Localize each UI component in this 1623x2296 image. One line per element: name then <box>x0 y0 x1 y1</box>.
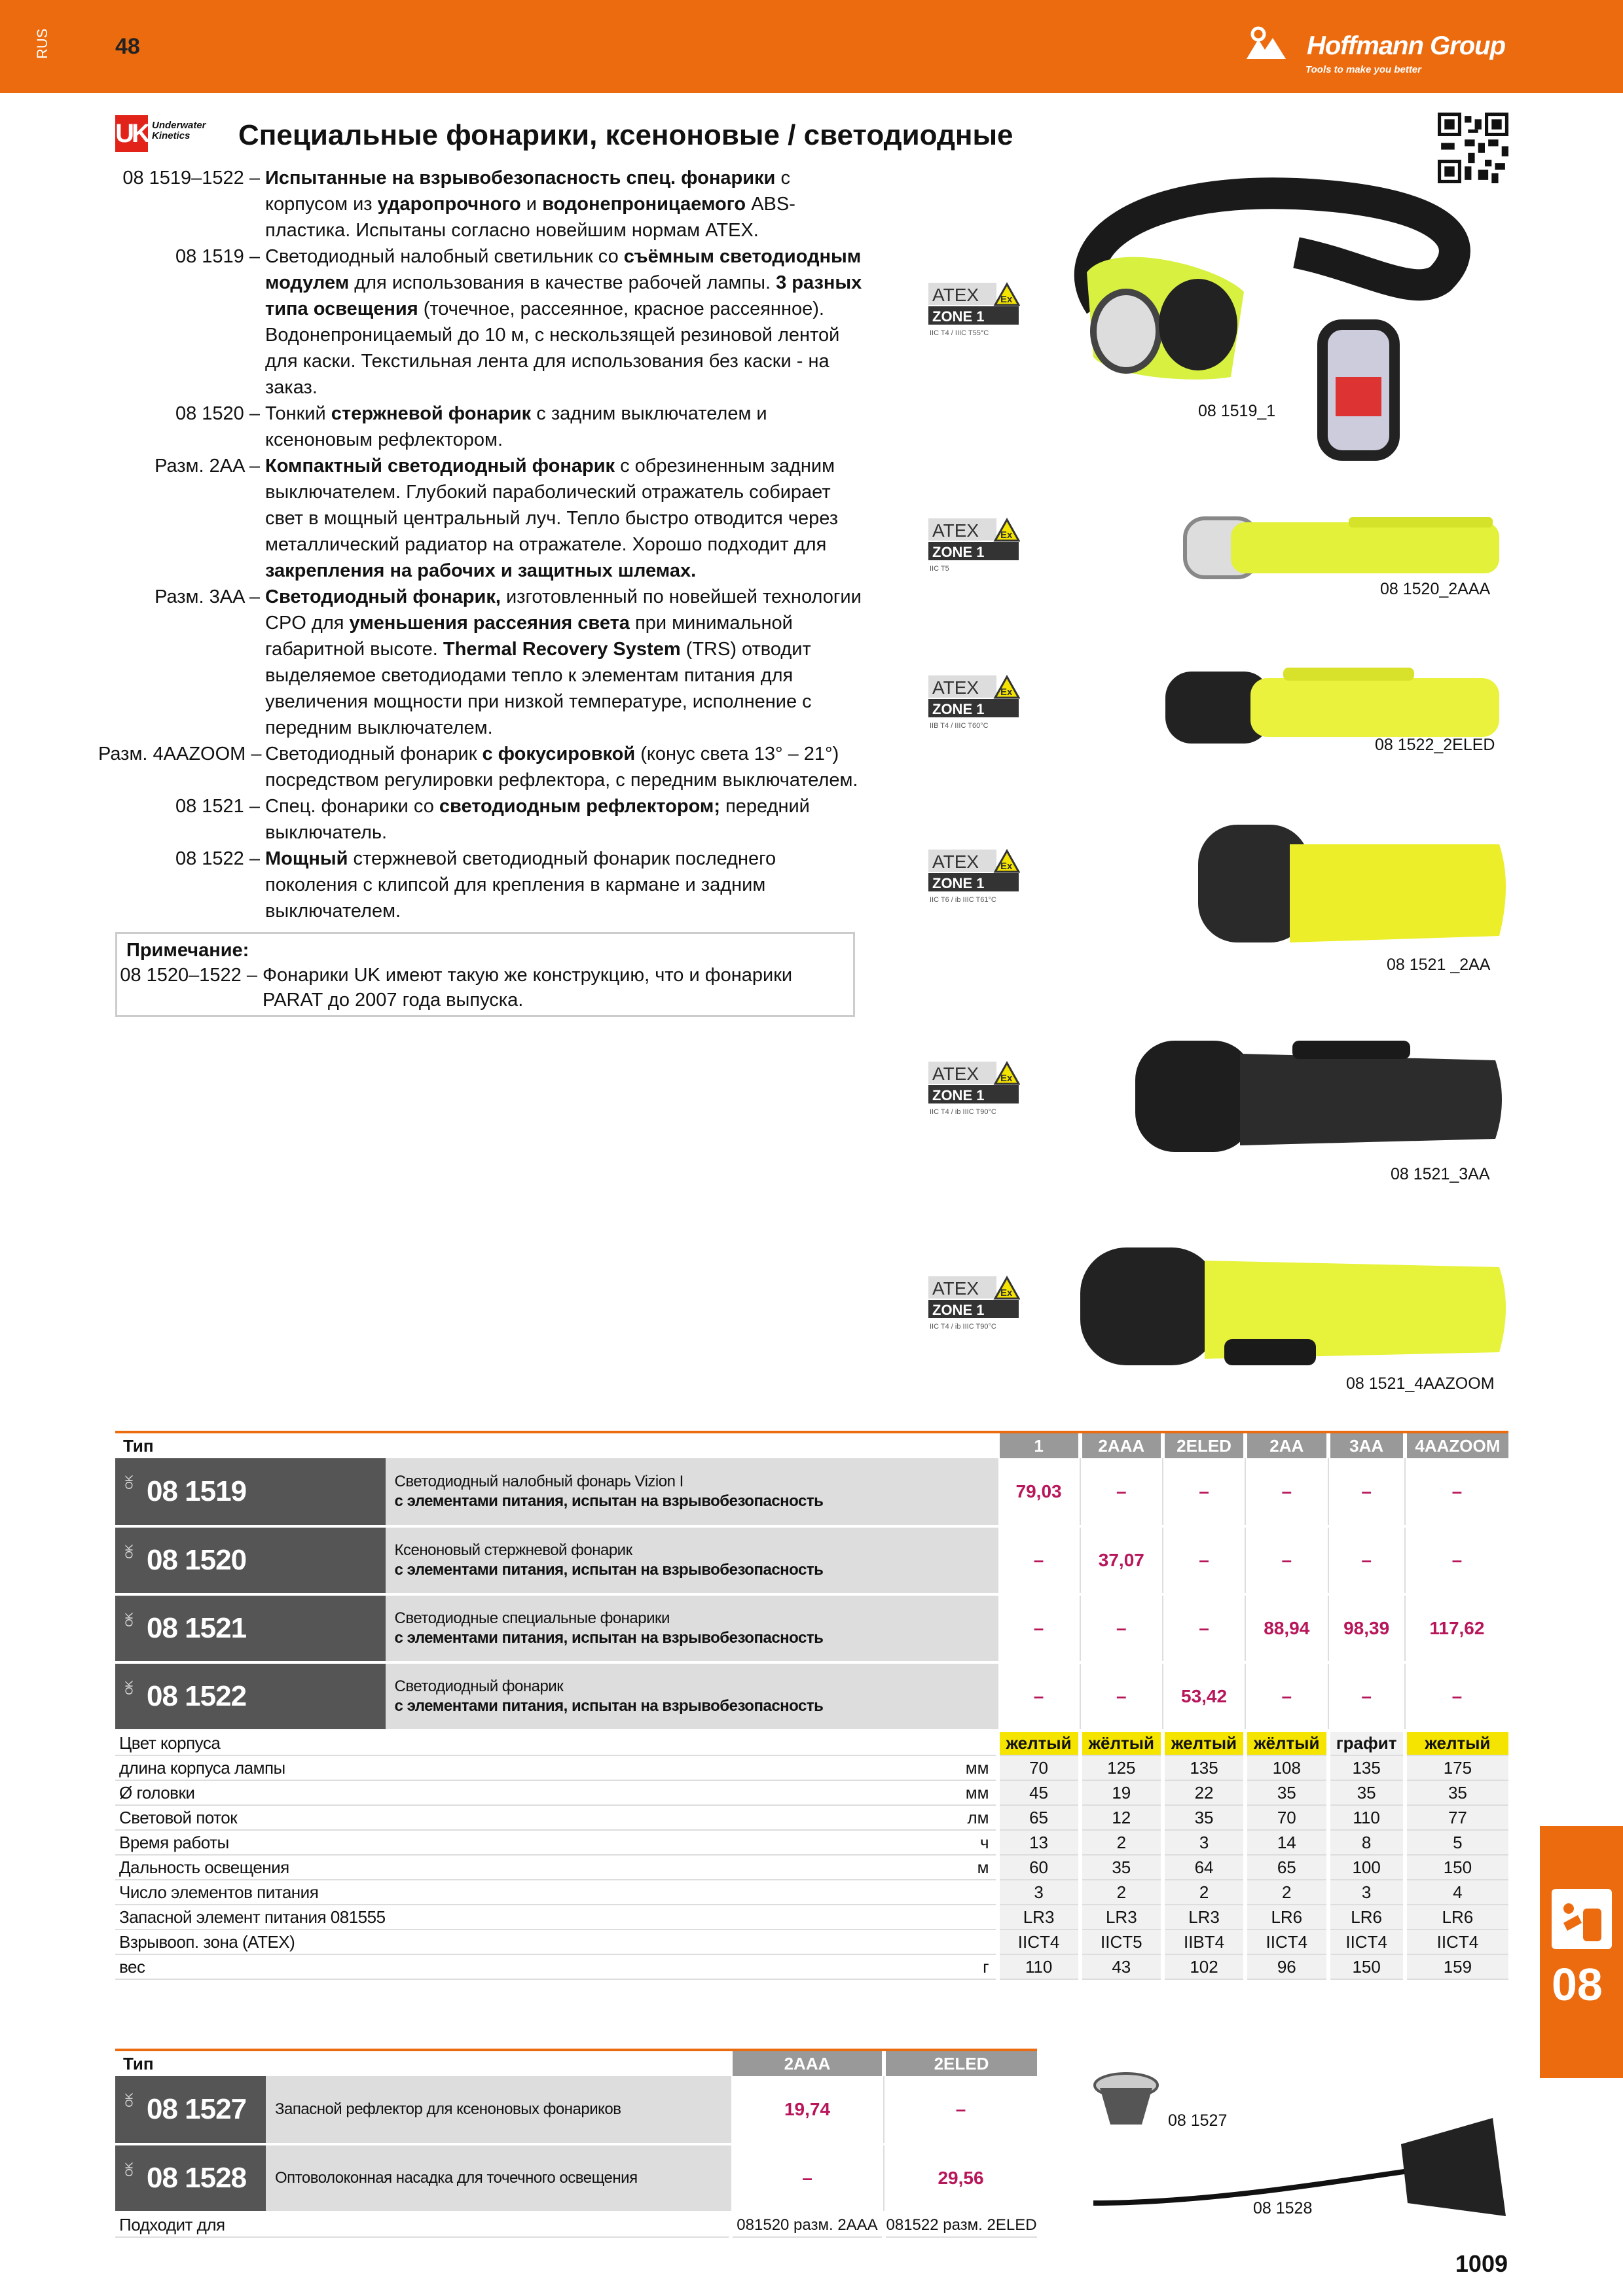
note-title: Примечание: <box>126 940 249 961</box>
description-text: Компактный светодиодный фонарик с обрезиненным задним выключателем. Глубокий параболический отражатель собирает свет в мощный центральный луч. Тепло быстро отводится через металлический радиатор на отражателе. Хорошо подходит для закрепления на рабочих и защитных шлемах. <box>265 456 839 581</box>
acc-product-row <box>115 2076 1037 2144</box>
acc-price-cell: – <box>731 2144 884 2212</box>
spec-row <box>115 1830 1508 1855</box>
atex-text: ATEX <box>932 677 979 698</box>
caption-081521-3aa: 08 1521_3AA <box>1391 1165 1490 1183</box>
product-name: Светодиодный налобный фонарь Vizion I <box>394 1473 684 1490</box>
spec-value: 125 <box>1080 1755 1163 1780</box>
ex-text: Ex <box>1000 687 1013 698</box>
type-label: Тип <box>123 1435 154 1456</box>
spec-value: 35 <box>1328 1780 1405 1805</box>
description-key: Разм. 4AAZOOM – <box>98 744 262 764</box>
brand-tagline: Tools to make you better <box>1305 64 1421 75</box>
spec-value: жёлтый <box>1080 1731 1163 1755</box>
ex-text: Ex <box>1000 529 1013 541</box>
page-number: 48 <box>115 34 140 59</box>
spec-value: 159 <box>1405 1954 1508 1979</box>
ok-label: OK <box>124 1613 136 1627</box>
price-cell: – <box>1163 1458 1245 1526</box>
spec-row <box>115 1731 1508 1755</box>
spec-value: графит <box>1328 1731 1405 1755</box>
zone-text: ZONE 1 <box>932 1087 985 1103</box>
caption-081522: 08 1522_2ELED <box>1375 736 1495 754</box>
uk-logo-mark: UK <box>115 115 148 152</box>
product-subtitle: с элементами питания, испытан на взрывобезопасность <box>394 1697 824 1715</box>
ok-label: OK <box>124 2162 136 2177</box>
article-number-cell <box>115 1458 386 1526</box>
spec-value: 12 <box>1080 1805 1163 1830</box>
spec-value: 19 <box>1080 1780 1163 1805</box>
spec-value: 13 <box>998 1830 1080 1855</box>
acc-price-cell: 19,74 <box>731 2076 884 2144</box>
spec-value: IICT4 <box>1328 1929 1405 1954</box>
atex-text: ATEX <box>932 1064 979 1084</box>
atex-text: ATEX <box>932 1278 979 1299</box>
description-row <box>98 846 871 924</box>
price-cell: – <box>1163 1594 1245 1662</box>
product-description <box>98 165 871 924</box>
spec-value: 108 <box>1245 1755 1328 1780</box>
type-header: 2AAA <box>1080 1433 1163 1458</box>
page-title: Специальные фонарики, ксеноновые / светодиодные <box>238 119 1013 151</box>
price-cell: – <box>1245 1526 1328 1594</box>
flashlight-section-icon <box>1552 1889 1612 1949</box>
spec-value: 135 <box>1163 1755 1245 1780</box>
price-cell: 79,03 <box>998 1458 1080 1526</box>
price-cell: – <box>1328 1526 1405 1594</box>
product-name: Светодиодный фонарик <box>394 1677 564 1695</box>
fits-value: 081520 разм. 2AAA <box>731 2212 884 2237</box>
note-row <box>120 963 844 1013</box>
spec-label: вес <box>115 1954 386 1979</box>
spec-unit <box>386 1731 998 1755</box>
type-header: 4AAZOOM <box>1405 1433 1508 1458</box>
spec-value: 2 <box>1080 1880 1163 1905</box>
spec-value: LR3 <box>998 1905 1080 1929</box>
acc-type-header: 2AAA <box>731 2051 884 2076</box>
spec-value: LR3 <box>1080 1905 1163 1929</box>
spec-value: 3 <box>1328 1880 1405 1905</box>
spec-label: Световой поток <box>115 1805 386 1830</box>
product-row <box>115 1458 1508 1526</box>
fits-row <box>115 2212 1037 2237</box>
type-header: 3AA <box>1328 1433 1405 1458</box>
headlamp-image <box>1021 168 1545 482</box>
price-cell: – <box>1245 1662 1328 1731</box>
flashlight-3aa-image <box>1129 1034 1515 1158</box>
price-cell: – <box>998 1594 1080 1662</box>
acc-article-cell <box>115 2076 266 2144</box>
atex-code: IIC T4 / ib IIIC T90°C <box>930 1108 996 1116</box>
spec-label: Взрывооп. зона (ATEX) <box>115 1929 386 1954</box>
spec-value: 65 <box>998 1805 1080 1830</box>
zone-text: ZONE 1 <box>932 1302 985 1318</box>
spec-unit: мм <box>386 1755 998 1780</box>
atex-badge <box>927 517 1020 573</box>
product-subtitle: с элементами питания, испытан на взрывобезопасность <box>394 1561 824 1579</box>
zone-text: ZONE 1 <box>932 875 985 891</box>
spec-value: 100 <box>1328 1855 1405 1880</box>
section-number: 08 <box>1552 1959 1603 2010</box>
spec-value: 22 <box>1163 1780 1245 1805</box>
description-text: Спец. фонарики со светодиодным рефлектором; передний выключатель. <box>265 796 810 843</box>
spec-value: желтый <box>1163 1731 1245 1755</box>
acc-product-row <box>115 2144 1037 2212</box>
flashlight-2aa-image <box>1192 818 1519 949</box>
spec-value: 110 <box>1328 1805 1405 1830</box>
description-text: Светодиодный фонарик, изготовленный по новейшей технологии CPO для уменьшения рассеяния света при минимальной габаритной высоте. Thermal Recovery System (TRS) отводит выделяемое светодиодами тепло к элементам питания для увеличения мощности при низкой температуре, исполнение с передним выключателем. <box>265 586 862 738</box>
spec-value: 2 <box>1163 1880 1245 1905</box>
spec-value: 5 <box>1405 1830 1508 1855</box>
product-row <box>115 1594 1508 1662</box>
acc-type-label: Тип <box>123 2053 154 2073</box>
ok-label: OK <box>124 2093 136 2108</box>
acc-header-row <box>115 2051 1037 2076</box>
price-cell: 117,62 <box>1405 1594 1508 1662</box>
article-number: 08 1522 <box>147 1680 247 1712</box>
ok-label: OK <box>124 1681 136 1695</box>
product-name: Ксеноновый стержневой фонарик <box>394 1541 632 1559</box>
hoffmann-logo-icon <box>1244 25 1290 62</box>
spec-row <box>115 1805 1508 1830</box>
description-row <box>98 401 871 453</box>
description-key: 08 1519–1522 – <box>122 168 260 188</box>
zone-text: ZONE 1 <box>932 308 985 325</box>
description-text: Светодиодный налобный светильник со съёмным светодиодным модулем для использования в качестве рабочей лампы. 3 разных типа освещения (точечное, рассеянное, красное рассеянное). Водонепроницаемый до 10 м, с нескользящей резиновой лентой для каски. Текстильная лента для использования без каски - на заказ. <box>265 246 862 398</box>
product-name-cell <box>386 1526 998 1594</box>
type-header: 2ELED <box>1163 1433 1245 1458</box>
spec-value: IICT4 <box>1245 1929 1328 1954</box>
atex-code: IIC T4 / ib IIIC T90°C <box>930 1323 996 1331</box>
type-header: 1 <box>998 1433 1080 1458</box>
spec-label: Число элементов питания <box>115 1880 386 1905</box>
article-number-cell <box>115 1526 386 1594</box>
caption-081528: 08 1528 <box>1253 2199 1313 2217</box>
description-key: 08 1519 – <box>175 246 260 267</box>
table-header-row <box>115 1433 1508 1458</box>
spec-label: Ø головки <box>115 1780 386 1805</box>
spec-value: 175 <box>1405 1755 1508 1780</box>
note-box <box>115 932 855 1017</box>
zone-text: ZONE 1 <box>932 701 985 717</box>
spec-value: 35 <box>1405 1780 1508 1805</box>
ex-text: Ex <box>1000 1287 1013 1299</box>
price-cell: – <box>1080 1458 1163 1526</box>
description-text: Испытанные на взрывобезопасность спец. фонарики с корпусом из ударопрочного и водонепроницаемого ABS-пластика. Испытаны согласно новейшим нормам ATEX. <box>265 168 795 241</box>
spec-row <box>115 1954 1508 1979</box>
price-table <box>115 1433 1508 1980</box>
spec-value: 35 <box>1163 1805 1245 1830</box>
spec-unit: м <box>386 1855 998 1880</box>
spec-value: 70 <box>998 1755 1080 1780</box>
ok-label: OK <box>124 1475 136 1490</box>
accessory-table <box>115 2049 1037 2238</box>
price-cell: – <box>998 1662 1080 1731</box>
acc-article-number: 08 1527 <box>147 2093 247 2125</box>
description-key: Разм. 2AA – <box>155 456 260 476</box>
atex-badge <box>927 1275 1020 1331</box>
zone-text: ZONE 1 <box>932 544 985 560</box>
description-key: Разм. 3AA – <box>155 586 260 607</box>
spec-unit: мм <box>386 1780 998 1805</box>
spec-value: желтый <box>998 1731 1080 1755</box>
description-text: Светодиодный фонарик с фокусировкой (конус света 13° – 21°) посредством регулировки рефлектора, с передним выключателем. <box>265 744 858 791</box>
spec-value: 150 <box>1328 1954 1405 1979</box>
description-text: Мощный стержневой светодиодный фонарик последнего поколения с клипсой для крепления в кармане и задним выключателем. <box>265 848 776 922</box>
atex-text: ATEX <box>932 285 979 305</box>
spec-row <box>115 1855 1508 1880</box>
atex-code: IIC T6 / ib IIIC T61°C <box>930 896 996 904</box>
price-cell: – <box>1405 1662 1508 1731</box>
description-row <box>98 453 871 584</box>
ex-text: Ex <box>1000 861 1013 872</box>
price-cell: – <box>1405 1458 1508 1526</box>
caption-081520: 08 1520_2AAA <box>1380 580 1491 598</box>
caption-081521-4aazoom: 08 1521_4AAZOOM <box>1346 1374 1495 1393</box>
article-number: 08 1520 <box>147 1544 247 1576</box>
article-number-cell <box>115 1662 386 1731</box>
spec-value: 77 <box>1405 1805 1508 1830</box>
spec-row <box>115 1780 1508 1805</box>
atex-text: ATEX <box>932 520 979 541</box>
article-number-cell <box>115 1594 386 1662</box>
atex-code: IIB T4 / IIIC T60°C <box>930 722 989 730</box>
spec-value: 65 <box>1245 1855 1328 1880</box>
description-text: Тонкий стержневой фонарик с задним выключателем и ксеноновым рефлектором. <box>265 403 767 450</box>
article-number: 08 1521 <box>147 1612 247 1644</box>
product-row <box>115 1662 1508 1731</box>
spec-value: LR6 <box>1245 1905 1328 1929</box>
brand-name: Hoffmann Group <box>1306 31 1505 60</box>
spec-unit <box>386 1880 998 1905</box>
description-key: 08 1520 – <box>175 403 260 424</box>
ok-label: OK <box>124 1545 136 1559</box>
price-cell: – <box>998 1526 1080 1594</box>
fits-value: 081522 разм. 2ELED <box>884 2212 1037 2237</box>
caption-081527: 08 1527 <box>1168 2111 1228 2130</box>
description-row <box>98 584 871 741</box>
type-header: 2AA <box>1245 1433 1328 1458</box>
spec-value: 102 <box>1163 1954 1245 1979</box>
spec-value: 70 <box>1245 1805 1328 1830</box>
page-number-bottom: 1009 <box>1455 2250 1508 2277</box>
page-header <box>0 0 1623 93</box>
spec-value: 60 <box>998 1855 1080 1880</box>
spec-label: Время работы <box>115 1830 386 1855</box>
spec-value: IICT4 <box>1405 1929 1508 1954</box>
spec-value: желтый <box>1405 1731 1508 1755</box>
spec-value: жёлтый <box>1245 1731 1328 1755</box>
spec-value: 8 <box>1328 1830 1405 1855</box>
spec-value: IICT5 <box>1080 1929 1163 1954</box>
description-row <box>98 165 871 243</box>
price-cell: 98,39 <box>1328 1594 1405 1662</box>
price-cell: 37,07 <box>1080 1526 1163 1594</box>
spec-row <box>115 1755 1508 1780</box>
description-row <box>98 741 871 793</box>
spec-value: 4 <box>1405 1880 1508 1905</box>
product-subtitle: с элементами питания, испытан на взрывобезопасность <box>394 1492 824 1510</box>
spec-unit: ч <box>386 1830 998 1855</box>
spec-label: Дальность освещения <box>115 1855 386 1880</box>
spec-value: 2 <box>1080 1830 1163 1855</box>
acc-article-cell <box>115 2144 266 2212</box>
spec-value: 3 <box>998 1880 1080 1905</box>
spec-row <box>115 1880 1508 1905</box>
acc-price-cell: 29,56 <box>884 2144 1037 2212</box>
spec-value: 3 <box>1163 1830 1245 1855</box>
ex-text: Ex <box>1000 1073 1013 1084</box>
spec-value: 2 <box>1245 1880 1328 1905</box>
price-cell: – <box>1405 1526 1508 1594</box>
product-name-cell <box>386 1458 998 1526</box>
pen-light-image <box>1178 511 1519 583</box>
atex-badge <box>927 281 1020 338</box>
acc-type-header: 2ELED <box>884 2051 1037 2076</box>
product-row <box>115 1526 1508 1594</box>
note-key: 08 1520–1522 – <box>120 965 257 986</box>
spec-value: 35 <box>1080 1855 1163 1880</box>
spec-row <box>115 1929 1508 1954</box>
price-cell: – <box>1163 1526 1245 1594</box>
section-tab[interactable] <box>1540 1826 1623 2078</box>
spec-value: 45 <box>998 1780 1080 1805</box>
product-subtitle: с элементами питания, испытан на взрывобезопасность <box>394 1629 824 1647</box>
spec-value: 96 <box>1245 1954 1328 1979</box>
spec-unit: лм <box>386 1805 998 1830</box>
atex-text: ATEX <box>932 852 979 872</box>
atex-badge <box>927 674 1020 730</box>
acc-product-name: Запасной рефлектор для ксеноновых фонариков <box>266 2076 731 2144</box>
spec-value: 35 <box>1245 1780 1328 1805</box>
price-cell: – <box>1328 1458 1405 1526</box>
product-name: Светодиодные специальные фонарики <box>394 1609 670 1627</box>
spec-value: IIBT4 <box>1163 1929 1245 1954</box>
flashlight-4aazoom-image <box>1074 1241 1519 1372</box>
price-cell: – <box>1328 1662 1405 1731</box>
description-key: 08 1522 – <box>175 848 260 869</box>
spec-value: LR6 <box>1405 1905 1508 1929</box>
ex-text: Ex <box>1000 294 1013 305</box>
accessory-price-table <box>115 2051 1037 2238</box>
spec-value: 110 <box>998 1954 1080 1979</box>
description-row <box>98 793 871 846</box>
price-cell: 88,94 <box>1245 1594 1328 1662</box>
spec-value: LR6 <box>1328 1905 1405 1929</box>
main-product-table <box>115 1431 1508 1980</box>
spec-unit <box>386 1905 998 1929</box>
product-name-cell <box>386 1662 998 1731</box>
atex-code: IIC T5 <box>930 565 949 573</box>
spec-unit: г <box>386 1954 998 1979</box>
price-cell: – <box>1245 1458 1328 1526</box>
caption-081519: 08 1519_1 <box>1198 402 1276 420</box>
uk-logo-text: Underwater Kinetics <box>152 120 206 141</box>
spec-label: длина корпуса лампы <box>115 1755 386 1780</box>
price-cell: 53,42 <box>1163 1662 1245 1731</box>
spec-value: 14 <box>1245 1830 1328 1855</box>
caption-081521-2aa: 08 1521 _2AA <box>1387 956 1491 974</box>
description-row <box>98 243 871 401</box>
language-label: RUS <box>34 28 50 59</box>
acc-article-number: 08 1528 <box>147 2162 247 2194</box>
note-text: Фонарики UK имеют такую же конструкцию, что и фонарики PARAT до 2007 года выпуска. <box>263 965 793 1011</box>
price-cell: – <box>1080 1662 1163 1731</box>
product-name-cell <box>386 1594 998 1662</box>
spec-unit <box>386 1929 998 1954</box>
spec-label: Цвет корпуса <box>115 1731 386 1755</box>
atex-badge <box>927 1060 1020 1117</box>
spec-value: IICT4 <box>998 1929 1080 1954</box>
spec-value: 64 <box>1163 1855 1245 1880</box>
acc-product-name: Оптоволоконная насадка для точечного освещения <box>266 2144 731 2212</box>
spec-value: 43 <box>1080 1954 1163 1979</box>
price-cell: – <box>1080 1594 1163 1662</box>
spec-value: 150 <box>1405 1855 1508 1880</box>
spec-row <box>115 1905 1508 1929</box>
spec-value: LR3 <box>1163 1905 1245 1929</box>
atex-code: IIC T4 / IIIC T55°C <box>930 329 989 337</box>
description-key: 08 1521 – <box>175 796 260 817</box>
atex-badge <box>927 848 1020 905</box>
uk-brand-logo <box>115 115 246 154</box>
spec-label: Запасной элемент питания 081555 <box>115 1905 386 1929</box>
acc-price-cell: – <box>884 2076 1037 2144</box>
spec-value: 135 <box>1328 1755 1405 1780</box>
fits-label: Подходит для <box>115 2212 731 2237</box>
article-number: 08 1519 <box>147 1475 247 1507</box>
